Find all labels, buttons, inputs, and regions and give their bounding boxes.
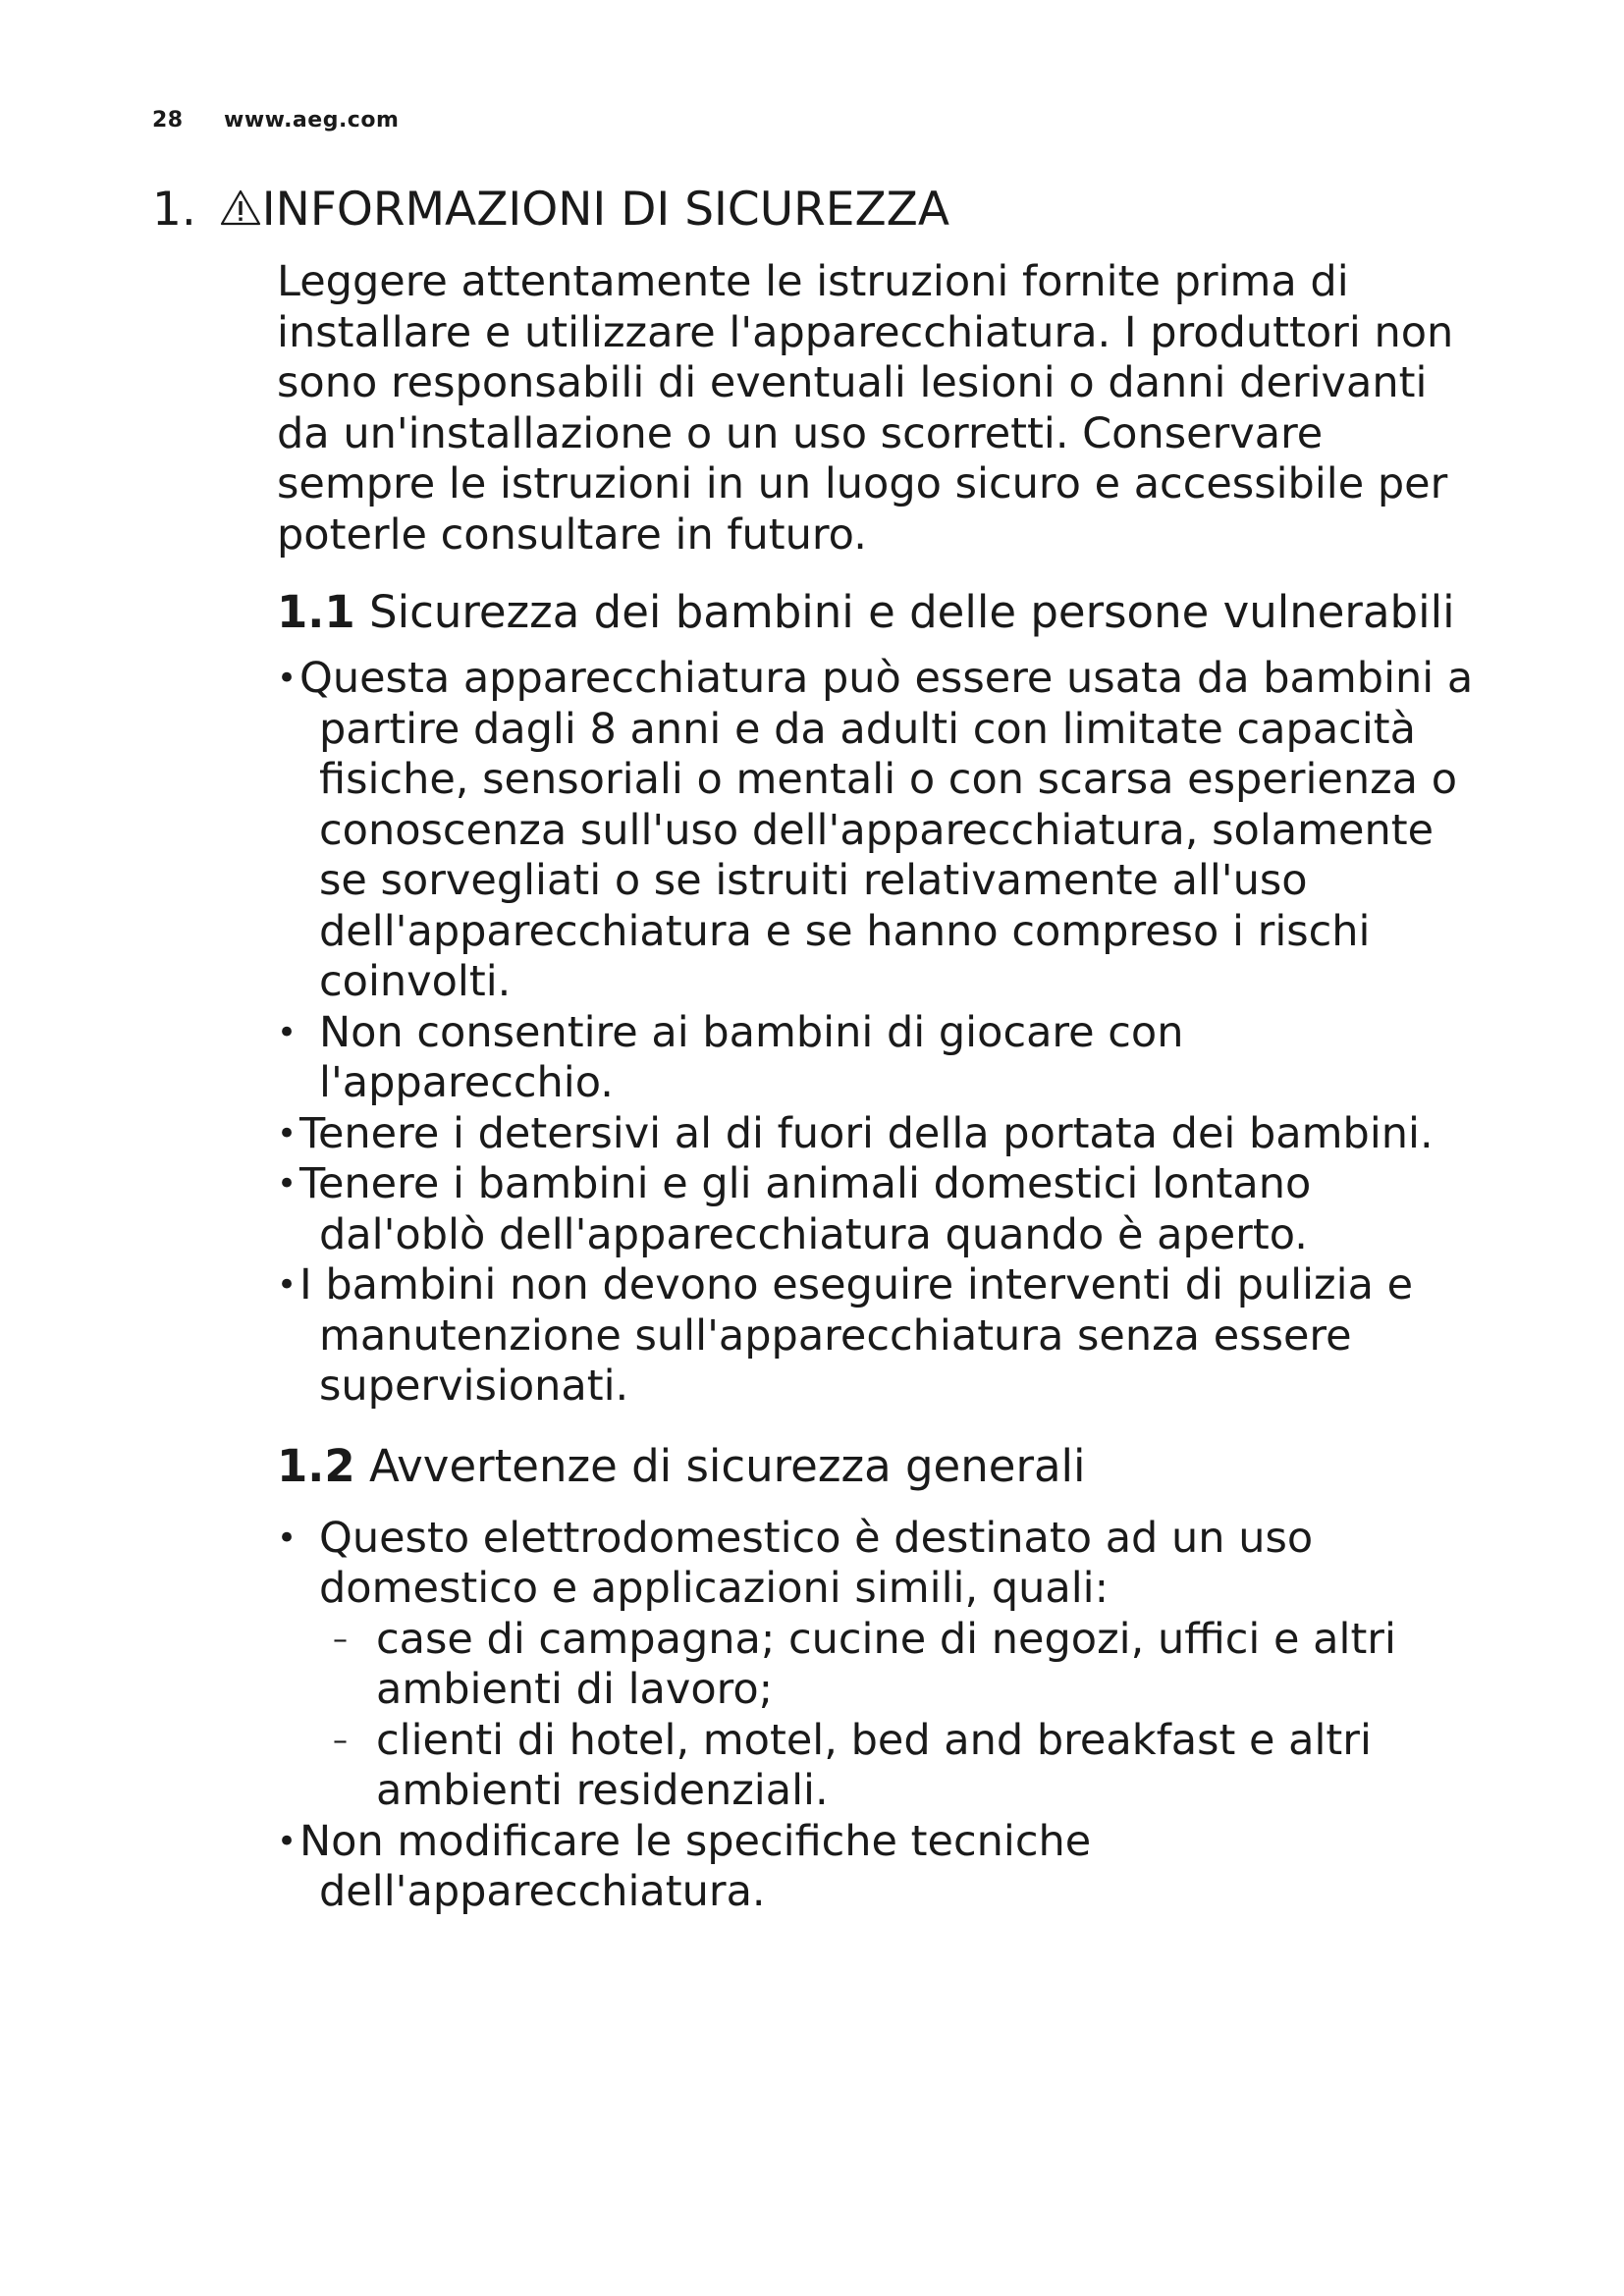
intro-paragraph: Leggere attentamente le istruzioni fornite prima di installare e utilizzare l'apparecchiatura. I produttori non sono responsabili di eventuali lesioni o danni derivanti da un'installazione o un uso scorretti. Conservare sempre le istruzioni in un luogo sicuro e accessibile per poterle consultare in futuro.	[277, 257, 1454, 560]
list-item	[277, 1514, 1485, 1817]
sub-list-item	[319, 1716, 1485, 1817]
list-item-text: I bambini non devono eseguire interventi di pulizia e manutenzione sull'apparecchiatura senza essere supervisionati.	[299, 1260, 1414, 1411]
bullet-icon: •	[277, 1265, 298, 1305]
sub-list-item-text: clienti di hotel, motel, bed and breakfast e altri ambienti residenziali.	[376, 1715, 1372, 1815]
section-number: 1.2	[277, 1439, 355, 1492]
list-item	[277, 1109, 1485, 1160]
section-title: Sicurezza dei bambini e delle persone vulnerabili	[369, 586, 1455, 638]
bullet-icon: •	[277, 1821, 298, 1861]
list-item-text: Questo elettrodomestico è destinato ad un uso domestico e applicazioni simili, quali:	[319, 1513, 1314, 1613]
sub-list-item	[319, 1615, 1485, 1716]
bullet-icon: •	[277, 1518, 298, 1558]
main-content	[277, 257, 1485, 1918]
section-general-safety	[277, 1440, 1485, 1918]
chapter-number: 1.	[152, 183, 196, 237]
list-item	[277, 1260, 1485, 1413]
bullet-icon: •	[277, 1012, 298, 1052]
sub-list	[319, 1615, 1485, 1817]
list-item	[277, 1817, 1485, 1918]
bullet-icon: •	[277, 1113, 298, 1153]
children-safety-list	[277, 654, 1485, 1413]
dash-icon: –	[333, 1723, 348, 1758]
warning-triangle-icon	[219, 188, 262, 228]
bullet-icon: •	[277, 1164, 298, 1203]
list-item	[277, 654, 1485, 1008]
bullet-icon: •	[277, 659, 298, 698]
list-item-text: Tenere i detersivi al di fuori della portata dei bambini.	[299, 1108, 1434, 1158]
page-number: 28	[152, 108, 184, 133]
chapter-title	[152, 180, 949, 240]
section-heading-1-2	[277, 1440, 1485, 1492]
list-item-text: Non modificare le specifiche tecniche dell'apparecchiatura.	[299, 1816, 1092, 1916]
list-item-text: Questa apparecchiatura può essere usata da bambini a partire dagli 8 anni e da adulti con limitate capacità fisiche, sensoriali o mentali o con scarsa esperienza o conoscenza sull'uso dell'apparecchiatura, solamente se sorvegliati o se istruiti relativamente all'uso dell'apparecchiatura e se hanno compreso i rischi coinvolti.	[299, 654, 1474, 1006]
section-title: Avvertenze di sicurezza generali	[369, 1439, 1086, 1492]
section-number: 1.1	[277, 586, 355, 638]
dash-icon: –	[333, 1622, 348, 1657]
chapter-title-text: INFORMAZIONI DI SICUREZZA	[261, 183, 950, 237]
sub-list-item-text: case di campagna; cucine di negozi, uffici e altri ambienti di lavoro;	[376, 1614, 1396, 1714]
website-url: www.aeg.com	[224, 108, 400, 133]
section-children-safety	[277, 586, 1485, 1413]
list-item	[277, 1159, 1485, 1260]
list-item	[277, 1008, 1485, 1109]
list-item-text: Tenere i bambini e gli animali domestici lontano dal'oblò dell'apparecchiatura quando è aperto.	[299, 1159, 1312, 1259]
section-heading-1-1	[277, 586, 1485, 638]
page-header	[152, 108, 399, 133]
list-item-text: Non consentire ai bambini di giocare con l'apparecchio.	[319, 1007, 1184, 1107]
general-safety-list	[277, 1514, 1485, 1918]
